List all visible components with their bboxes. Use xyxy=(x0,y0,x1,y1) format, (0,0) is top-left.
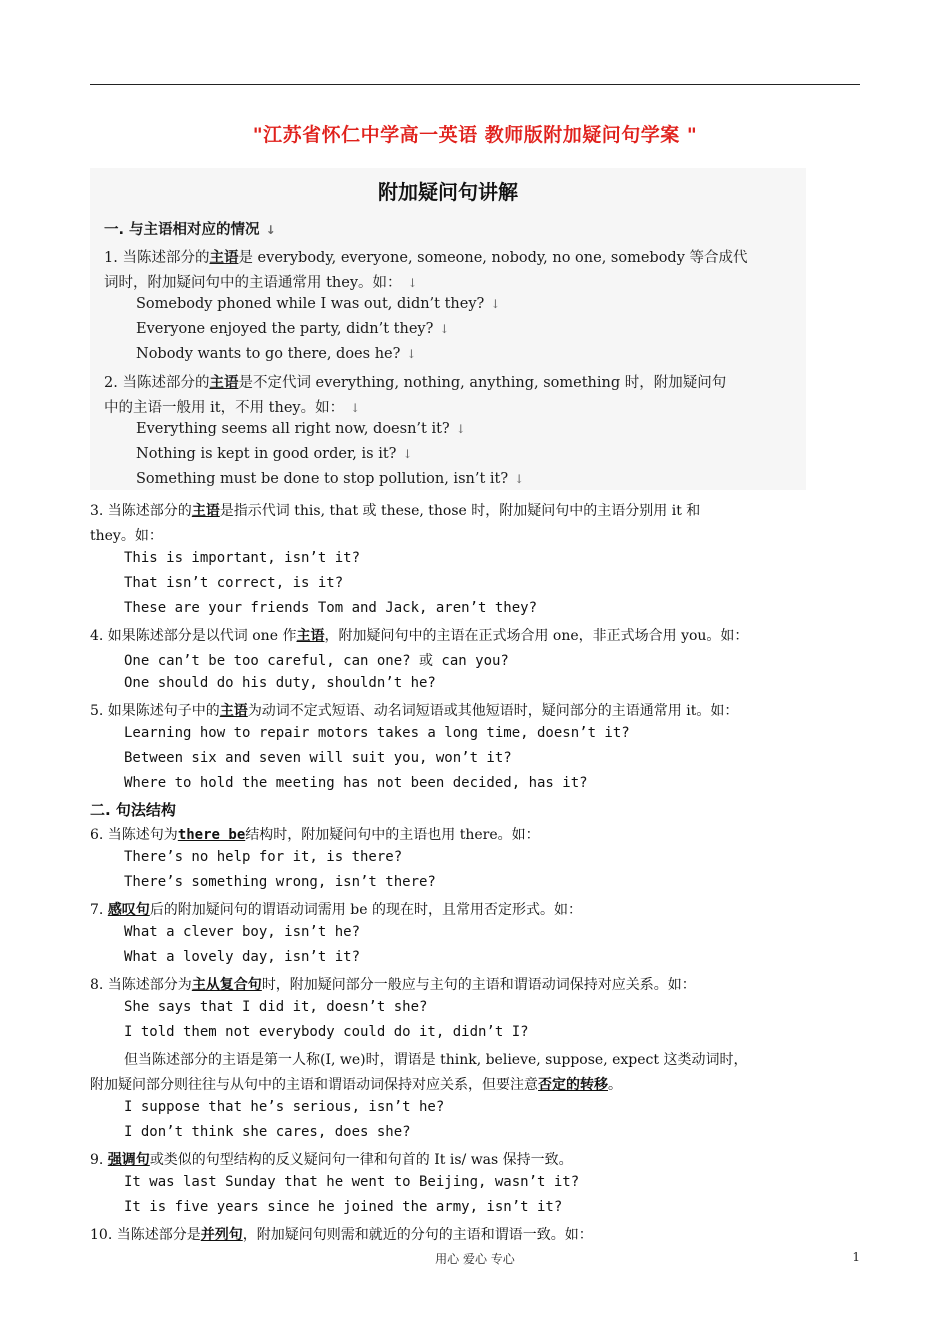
example-7: This is important, isn’t it? xyxy=(124,550,361,566)
section-2-heading: 二. 句法结构 xyxy=(90,801,176,819)
example-5: Nothing is kept in good order, is it? ↓ xyxy=(136,446,413,462)
example-23: It was last Sunday that he went to Beijing, wasn’t it? xyxy=(124,1174,580,1190)
rule-10: 10. 当陈述部分是并列句，附加疑问句则需和就近的分句的主语和谓语一致。如： xyxy=(90,1227,593,1243)
example-4: Everything seems all right now, doesn’t it? ↓ xyxy=(136,421,466,437)
example-20: I told them not everybody could do it, didn’t I? xyxy=(124,1024,529,1040)
rule-1-cont: 词时，附加疑问句中的主语通常用 they。如： ↓ xyxy=(104,275,418,291)
excerpt-heading: 附加疑问句讲解 xyxy=(378,180,518,204)
document-title: "江苏省怀仁中学高一英语 教师版附加疑问句学案 " xyxy=(252,124,698,146)
rule-5: 5. 如果陈述句子中的主语为动词不定式短语、动名词短语或其他短语时，疑问部分的主语通常用 it。如： xyxy=(90,703,739,719)
example-13: Between six and seven will suit you, won’t it? xyxy=(124,750,512,766)
example-21: I suppose that he’s serious, isn’t he? xyxy=(124,1099,445,1115)
scanned-excerpt xyxy=(90,168,806,490)
example-3: Nobody wants to go there, does he? ↓ xyxy=(136,346,417,362)
header-rule xyxy=(90,84,860,85)
rule-8: 8. 当陈述部分为主从复合句时，附加疑问部分一般应与主句的主语和谓语动词保持对应关系。如： xyxy=(90,977,696,993)
example-8: That isn’t correct, is it? xyxy=(124,575,344,591)
page-number: 1 xyxy=(852,1250,860,1264)
example-19: She says that I did it, doesn’t she? xyxy=(124,999,428,1015)
example-11: One should do his duty, shouldn’t he? xyxy=(124,675,436,691)
example-6: Something must be done to stop pollution, isn’t it? ↓ xyxy=(136,471,525,487)
rule-9: 9. 强调句或类似的句型结构的反义疑问句一律和句首的 It is/ was 保持一致。 xyxy=(90,1152,573,1168)
rule-1: 1. 当陈述部分的主语是 everybody, everyone, someone, nobody, no one, somebody 等合成代 xyxy=(104,249,748,266)
example-14: Where to hold the meeting has not been decided, has it? xyxy=(124,775,588,791)
example-17: What a clever boy, isn’t he? xyxy=(124,924,361,940)
rule-3-cont: they。如： xyxy=(90,528,163,544)
example-16: There’s something wrong, isn’t there? xyxy=(124,874,436,890)
rule-7: 7. 感叹句后的附加疑问句的谓语动词需用 be 的现在时，且常用否定形式。如： xyxy=(90,902,582,918)
example-18: What a lovely day, isn’t it? xyxy=(124,949,361,965)
rule-8-note-cont: 附加疑问部分则往往与从句中的主语和谓语动词保持对应关系，但要注意否定的转移。 xyxy=(90,1077,622,1093)
example-12: Learning how to repair motors takes a long time, doesn’t it? xyxy=(124,725,630,741)
footer-text: 用心 爱心 专心 xyxy=(435,1252,515,1266)
rule-6: 6. 当陈述句为there be结构时，附加疑问句中的主语也用 there。如： xyxy=(90,827,540,843)
example-9: These are your friends Tom and Jack, aren’t they? xyxy=(124,600,538,616)
rule-3: 3. 当陈述部分的主语是指示代词 this, that 或 these, those 时，附加疑问句中的主语分别用 it 和 xyxy=(90,503,701,519)
example-10: One can’t be too careful, can one? 或 can you? xyxy=(124,653,509,669)
example-2: Everyone enjoyed the party, didn’t they? ↓ xyxy=(136,321,450,337)
rule-2-cont: 中的主语一般用 it，不用 they。如： ↓ xyxy=(104,400,361,416)
rule-4: 4. 如果陈述部分是以代词 one 作主语，附加疑问句中的主语在正式场合用 one，非正式场合用 you。如： xyxy=(90,628,749,644)
rule-8-note: 但当陈述部分的主语是第一人称(I, we)时，谓语是 think, believe, suppose, expect 这类动词时， xyxy=(124,1052,748,1068)
example-1: Somebody phoned while I was out, didn’t they? ↓ xyxy=(136,296,501,312)
example-22: I don’t think she cares, does she? xyxy=(124,1124,411,1140)
section-1-heading: 一. 与主语相对应的情况 ↓ xyxy=(104,222,276,238)
example-24: It is five years since he joined the army, isn’t it? xyxy=(124,1199,563,1215)
example-15: There’s no help for it, is there? xyxy=(124,849,403,865)
rule-2: 2. 当陈述部分的主语是不定代词 everything, nothing, anything, something 时，附加疑问句 xyxy=(104,374,727,391)
